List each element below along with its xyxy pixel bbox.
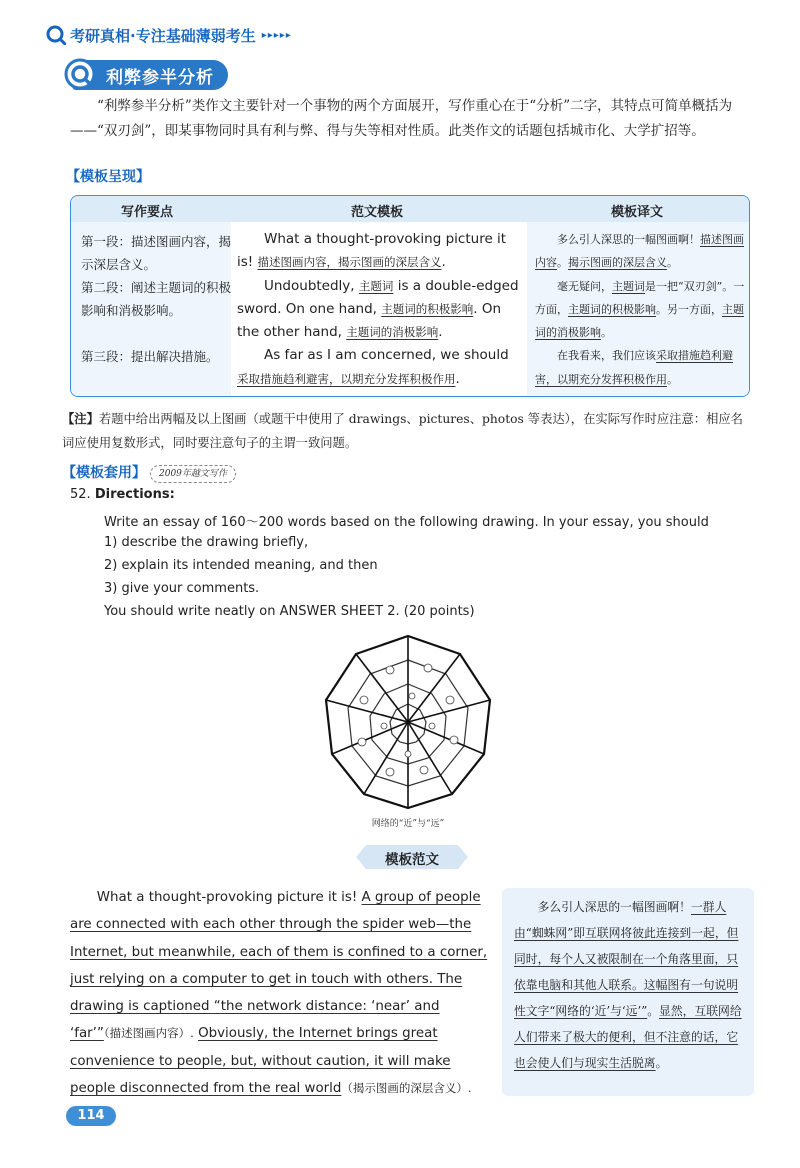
template-title: 【模板呈现】	[66, 169, 150, 185]
spider-web-drawing	[320, 630, 496, 814]
note-label: 【注】	[62, 412, 99, 426]
placeholder-text: 采取措施趋利避害，以期充分发挥积极作用	[237, 371, 456, 386]
template-cn-para-1: 多么引人深思的一幅图画啊！描述图画内容。揭示图画的深层含义。	[535, 233, 744, 270]
requirement-item: 第三段：提出解决措施。	[81, 349, 219, 364]
placeholder-text: 主题词的消极影响	[346, 325, 439, 340]
placeholder-text: 描述图画内容，揭示图画的深层含义	[257, 255, 442, 270]
note-text: 若题中给出两幅及以上图画（或题干中使用了 drawings、pictures、photos 等表达），在实际写作时应注意：相应名词应使用复数形式，同时要注意句子的主谓一致问题。	[62, 412, 743, 450]
header-template: 范文模板	[351, 205, 404, 220]
directions-heading: 52. Directions:	[70, 487, 175, 502]
template-en-para-2: Undoubtedly, 主题词 is a double-edged sword. On one hand, 主题词的积极影响. On the other hand, 主题词的消极影响.	[237, 277, 519, 341]
template-cn-para-2: 毫无疑问，主题词是一把“双刃剑”。一方面，主题词的积极影响。另一方面，主题词的消极影响。	[535, 279, 745, 340]
usage-title: 【模板套用】	[62, 465, 146, 481]
directions-line: Write an essay of 160～200 words based on the following drawing. In your essay, you should	[104, 515, 709, 530]
note-paragraph	[62, 407, 752, 455]
sample-essay-chinese: 多么引人深思的一幅图画啊！一群人由“蜘蛛网”即互联网将彼此连接到一起，但同时，每个人又被限制在一个角落里面，只依靠电脑和其他人联系。这幅图有一句说明性文字“网络的‘近’与‘远’”。显然，互联网给人们带来了极大的便利，但不注意的话，它也会使人们与现实生活脱离。	[502, 888, 754, 1096]
sample-banner	[356, 845, 468, 869]
section-title-pill	[72, 60, 228, 90]
section-magnifier-icon	[64, 58, 100, 92]
requirement-item: 第一段：描述图画内容，揭示深层含义。	[81, 234, 232, 272]
header-arrows: ▸▸▸▸▸	[261, 29, 292, 41]
header-requirements: 写作要点	[121, 205, 174, 220]
header-translation: 模板译文	[611, 205, 664, 220]
sample-essay-english: What a thought-provoking picture it is! A group of people are connected with each other through the spider web—the Internet, but meanwhile, each of them is confined to a corner, just relying on a computer to get in touch with others. The drawing is captioned “the network distance: ‘near’ and ‘far’”（描述图画内容）. Obviously, the Internet brings great convenience to people, but, without caution, it will make people disconnected from the real world（揭示图画的深层含义）.	[70, 890, 488, 1097]
requirement-item: 第二段：阐述主题词的积极影响和消极影响。	[81, 280, 232, 318]
magnifier-logo-icon	[46, 25, 66, 45]
template-cn-para-3: 在我看来，我们应该采取措施趋利避害，以期充分发挥积极作用。	[535, 349, 733, 386]
header-brand: 考研真相·专注基础薄弱考生	[70, 26, 256, 45]
template-chinese-column	[535, 228, 745, 391]
intro-paragraph: “利弊参半分析”类作文主要针对一个事物的两个方面展开，写作重心在于“分析”二字，其特点可简单概括为——“双刃剑”，即某事物同时具有利与弊、得与失等相对性质。此类作文的话题包括城市化、大学扩招等。	[70, 98, 733, 139]
figure-caption: 网络的“近”与“远”	[371, 819, 445, 829]
placeholder-text: 主题词的积极影响	[381, 301, 474, 316]
template-en-para-3: As far as I am concerned, we should 采取措施趋利避害，以期充分发挥积极作用.	[237, 347, 509, 387]
template-en-para-1: What a thought-provoking picture it is! 描述图画内容，揭示图画的深层含义.	[237, 231, 507, 271]
directions-line: 2) explain its intended meaning, and then	[104, 558, 378, 573]
page-header	[46, 22, 292, 48]
directions-line: 1) describe the drawing briefly,	[104, 535, 309, 550]
essay-underlined-text: A group of people are connected with each other through the spider web—the Internet, but meanwhile, each of them is confined to a corner, just relying on a computer to get in touch with others. The drawing is captioned “the network distance: ‘near’ and ‘far’”	[70, 890, 488, 1042]
directions-line: 3) give your comments.	[104, 581, 260, 596]
placeholder-text: 主题词	[358, 278, 394, 293]
page-number: 114	[66, 1106, 116, 1126]
directions-line: You should write neatly on ANSWER SHEET 2. (20 points)	[104, 604, 475, 619]
template-table	[70, 195, 750, 397]
sample-banner-label: 模板范文	[385, 852, 439, 868]
essay-underlined-text: Obviously, the Internet brings great convenience to people, but, without caution, it will make people disconnected from the real world	[70, 1026, 451, 1097]
year-tag: 2009年越文写作	[150, 465, 236, 483]
section-title: 利弊参半分析	[106, 67, 214, 88]
template-english-column	[237, 228, 521, 391]
